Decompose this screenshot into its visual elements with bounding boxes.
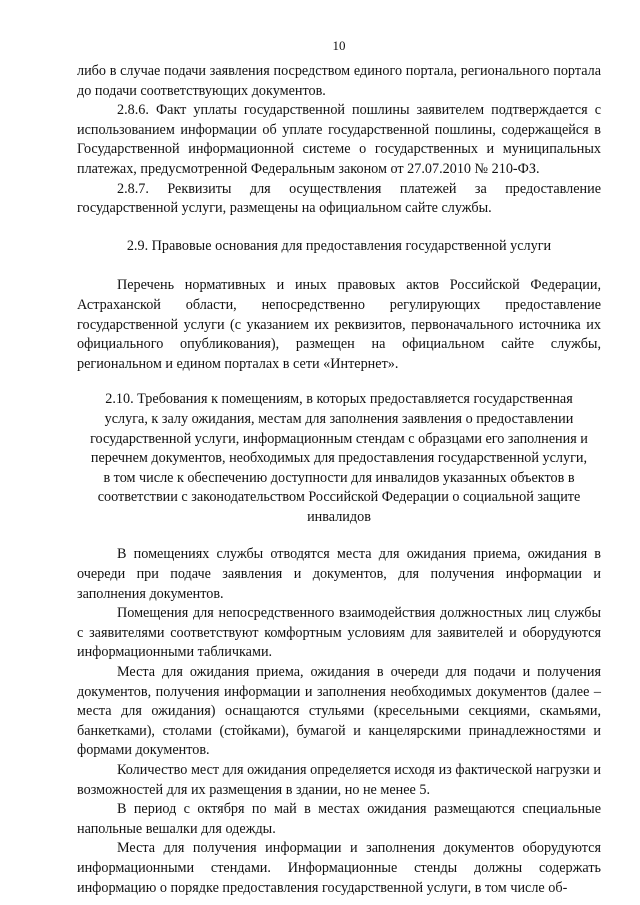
paragraph-2-10-3: Места для ожидания приема, ожидания в очереди для подачи и получения документов, получения информации и заполнения необходимых документов (далее – места для ожидания) оснащаются стульями (кресельными секциями, скамьями, банкетками), столами (стойками), бумагой и канцелярскими принадлежностями и формами документов.: [77, 664, 601, 759]
paragraph-2-10-5: В период с октября по май в местах ожидания размещаются специальные напольные вешалки для одежды.: [77, 801, 601, 837]
paragraph-2-9: Перечень нормативных и иных правовых актов Российской Федерации, Астраханской области, непосредственно регулирующих предоставление государственной услуги (с указанием их реквизитов, первоначального источника их официального опубликования), размещен на официальном сайте службы, региональном и едином порталах в сети «Интернет».: [77, 277, 601, 372]
document-page: [77, 38, 601, 898]
section-heading-2-9: 2.9. Правовые основания для предоставления государственной услуги: [126, 237, 552, 254]
paragraph-2-8-6: 2.8.6. Факт уплаты государственной пошлины заявителем подтверждается с использованием информации об уплате государственной пошлины, содержащейся в Государственной информационной системе о государственных и муниципальных платежах, предусмотренной Федеральным законом от 27.07.2010 № 210-ФЗ.: [77, 102, 601, 177]
paragraph-2-10-2: Помещения для непосредственного взаимодействия должностных лиц службы с заявителями соответствуют комфортным условиям для заявителей и оборудуются информационными табличками.: [77, 605, 601, 661]
page-number: 10: [332, 38, 346, 53]
paragraph-2-8-7: 2.8.7. Реквизиты для осуществления платежей за предоставление государственной услуги, размещены на официальном сайте службы.: [77, 180, 601, 217]
paragraph-2-10-1: В помещениях службы отводятся места для ожидания приема, ожидания в очереди при подаче заявления и документов, для получения информации и заполнения документов.: [77, 546, 601, 602]
section-heading-2-10: 2.10. Требования к помещениям, в которых предоставляется государственная услуга, к залу ожидания, местам для заполнения заявления о предоставлении государственной услуги, информационным стендам с образцами его заполнения и перечнем документов, необходимых для предоставления государственной услуги, в том числе к обеспечению доступности для инвалидов указанных объектов в соответствии с законодательством Российской Федерации о социальной защите инвалидов: [90, 391, 588, 525]
paragraph-2-10-6: Места для получения информации и заполнения документов оборудуются информационными стендами. Информационные стенды должны содержать информацию о порядке предоставления государственной услуги, в том числе об-: [77, 840, 601, 896]
paragraph-continuation: либо в случае подачи заявления посредством единого портала, регионального портала до подачи соответствующих документов.: [77, 63, 601, 99]
paragraph-2-10-4: Количество мест для ожидания определяется исходя из фактической нагрузки и возможностей для их размещения в здании, но не менее 5.: [77, 762, 601, 798]
